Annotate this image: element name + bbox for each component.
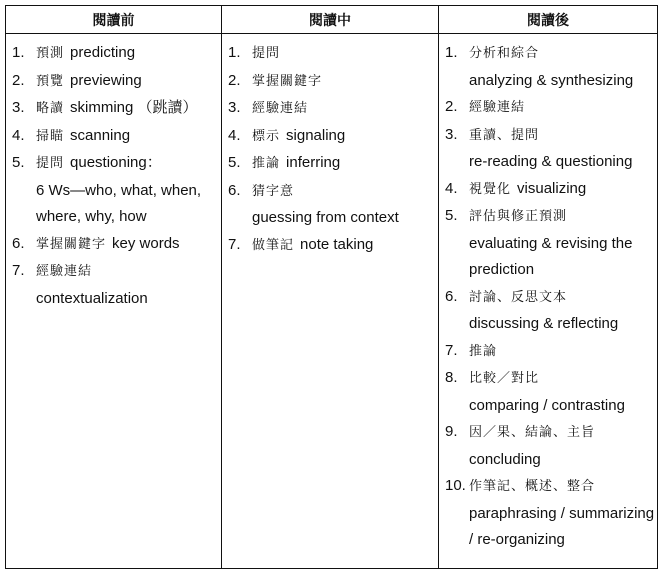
list-item [12,258,219,312]
header-before-reading: 閱讀前 [6,6,222,34]
item-number: 3. [228,99,241,116]
item-chinese-term: 預測 [36,46,65,61]
item-number: 4. [445,179,458,197]
list-item [445,94,655,122]
after-reading-list [445,40,655,554]
item-chinese-term: 經驗連結 [36,264,93,279]
item-english-term: previewing [70,71,142,89]
list-item [228,40,436,68]
item-chinese-term: 經驗連結 [469,100,526,115]
item-number: 9. [445,423,458,440]
item-number: 5. [445,207,458,224]
item-chinese-term: 分析和綜合 [469,46,540,61]
list-item [12,231,219,259]
list-item [228,123,436,151]
list-item [228,68,436,96]
item-number: 8. [445,369,458,386]
item-english-term: questioning： [70,154,162,171]
item-chinese-term: 掃瞄 [36,128,65,144]
list-item [445,203,655,284]
item-english-term: analyzing & synthesizing [469,71,634,89]
list-item [228,95,436,123]
item-number: 7. [228,235,241,253]
item-number: 2. [445,98,458,115]
item-english-term: inferring [286,154,341,171]
item-chinese-term: 經驗連結 [252,101,309,116]
item-number: 1. [228,44,241,61]
header-row [6,6,658,34]
item-english-term: key words [112,234,180,252]
list-item [228,150,436,178]
item-chinese-term: 掌握關鍵字 [252,73,323,89]
item-number: 3. [445,125,458,143]
list-item [445,40,655,94]
list-item [445,122,655,176]
item-english-term: skimming （跳讀） [70,99,198,116]
content-row [6,34,658,569]
before-reading-list [12,40,219,312]
item-chinese-term: 提問 [252,46,281,61]
item-number: 7. [445,341,458,359]
item-english-term: note taking [300,235,374,253]
item-number: 4. [228,126,241,144]
list-item [445,419,655,473]
after-reading-cell [439,34,658,569]
item-number: 10. [445,477,466,494]
item-chinese-term: 標示 [252,128,281,144]
item-english-term: visualizing [517,179,587,197]
list-item [228,178,436,232]
before-reading-cell [6,34,222,569]
list-item [445,284,655,338]
item-english-term: signaling [286,126,346,144]
item-number: 3. [12,99,25,116]
item-chinese-term: 做筆記 [252,237,295,253]
list-item [445,473,655,554]
item-number: 1. [445,44,458,61]
item-chinese-term: 評估與修正預測 [469,209,568,224]
item-number: 6. [228,181,241,199]
item-chinese-term: 提問 [36,156,65,171]
item-number: 6. [12,234,25,252]
item-number: 2. [12,71,25,89]
list-item [445,338,655,366]
item-english-term: discussing & reflecting [469,315,619,332]
item-number: 1. [12,44,25,61]
item-number: 6. [445,287,458,305]
item-chinese-term: 猜字意 [252,183,295,199]
header-during-reading: 閱讀中 [222,6,439,34]
list-item [228,232,436,260]
during-reading-cell [222,34,439,569]
item-number: 4. [12,126,25,144]
item-number: 7. [12,262,25,279]
item-number: 5. [228,154,241,171]
item-chinese-term: 討論、反思文本 [469,289,568,305]
item-chinese-term: 略讀 [36,101,65,116]
item-chinese-term: 預覽 [36,73,65,89]
reading-strategies-table [5,5,658,569]
header-after-reading: 閱讀後 [439,6,658,34]
item-chinese-term: 因／果、結論、主旨 [469,425,596,440]
item-english-term: guessing from context [252,209,399,226]
list-item [12,40,219,68]
list-item [12,68,219,96]
item-chinese-term: 重讀、提問 [469,127,540,143]
item-chinese-term: 掌握關鍵字 [36,236,107,252]
item-chinese-term: 推論 [252,156,281,171]
item-chinese-term: 比較／對比 [469,371,540,386]
list-item [12,95,219,123]
item-chinese-term: 視覺化 [469,181,512,197]
item-english-term: comparing / contrasting [469,396,625,414]
during-reading-list [228,40,436,259]
item-english-term: contextualization [36,289,148,307]
item-english-term: evaluating & revising the prediction [469,234,633,278]
item-english-term: concluding [469,450,541,468]
item-chinese-term: 推論 [469,343,498,359]
item-english-term: predicting [70,44,136,61]
list-item [12,123,219,151]
item-number: 5. [12,154,25,171]
list-item [445,365,655,419]
item-chinese-term: 作筆記、概述、整合 [469,479,596,494]
item-english-term: 6 Ws—who, what, when, where, why, how [36,181,202,225]
item-english-term: re-reading & questioning [469,153,633,170]
list-item [445,176,655,204]
list-item [12,150,219,231]
item-number: 2. [228,71,241,89]
item-english-term: paraphrasing / summarizing / re-organizing [469,504,655,548]
item-english-term: scanning [70,126,131,144]
